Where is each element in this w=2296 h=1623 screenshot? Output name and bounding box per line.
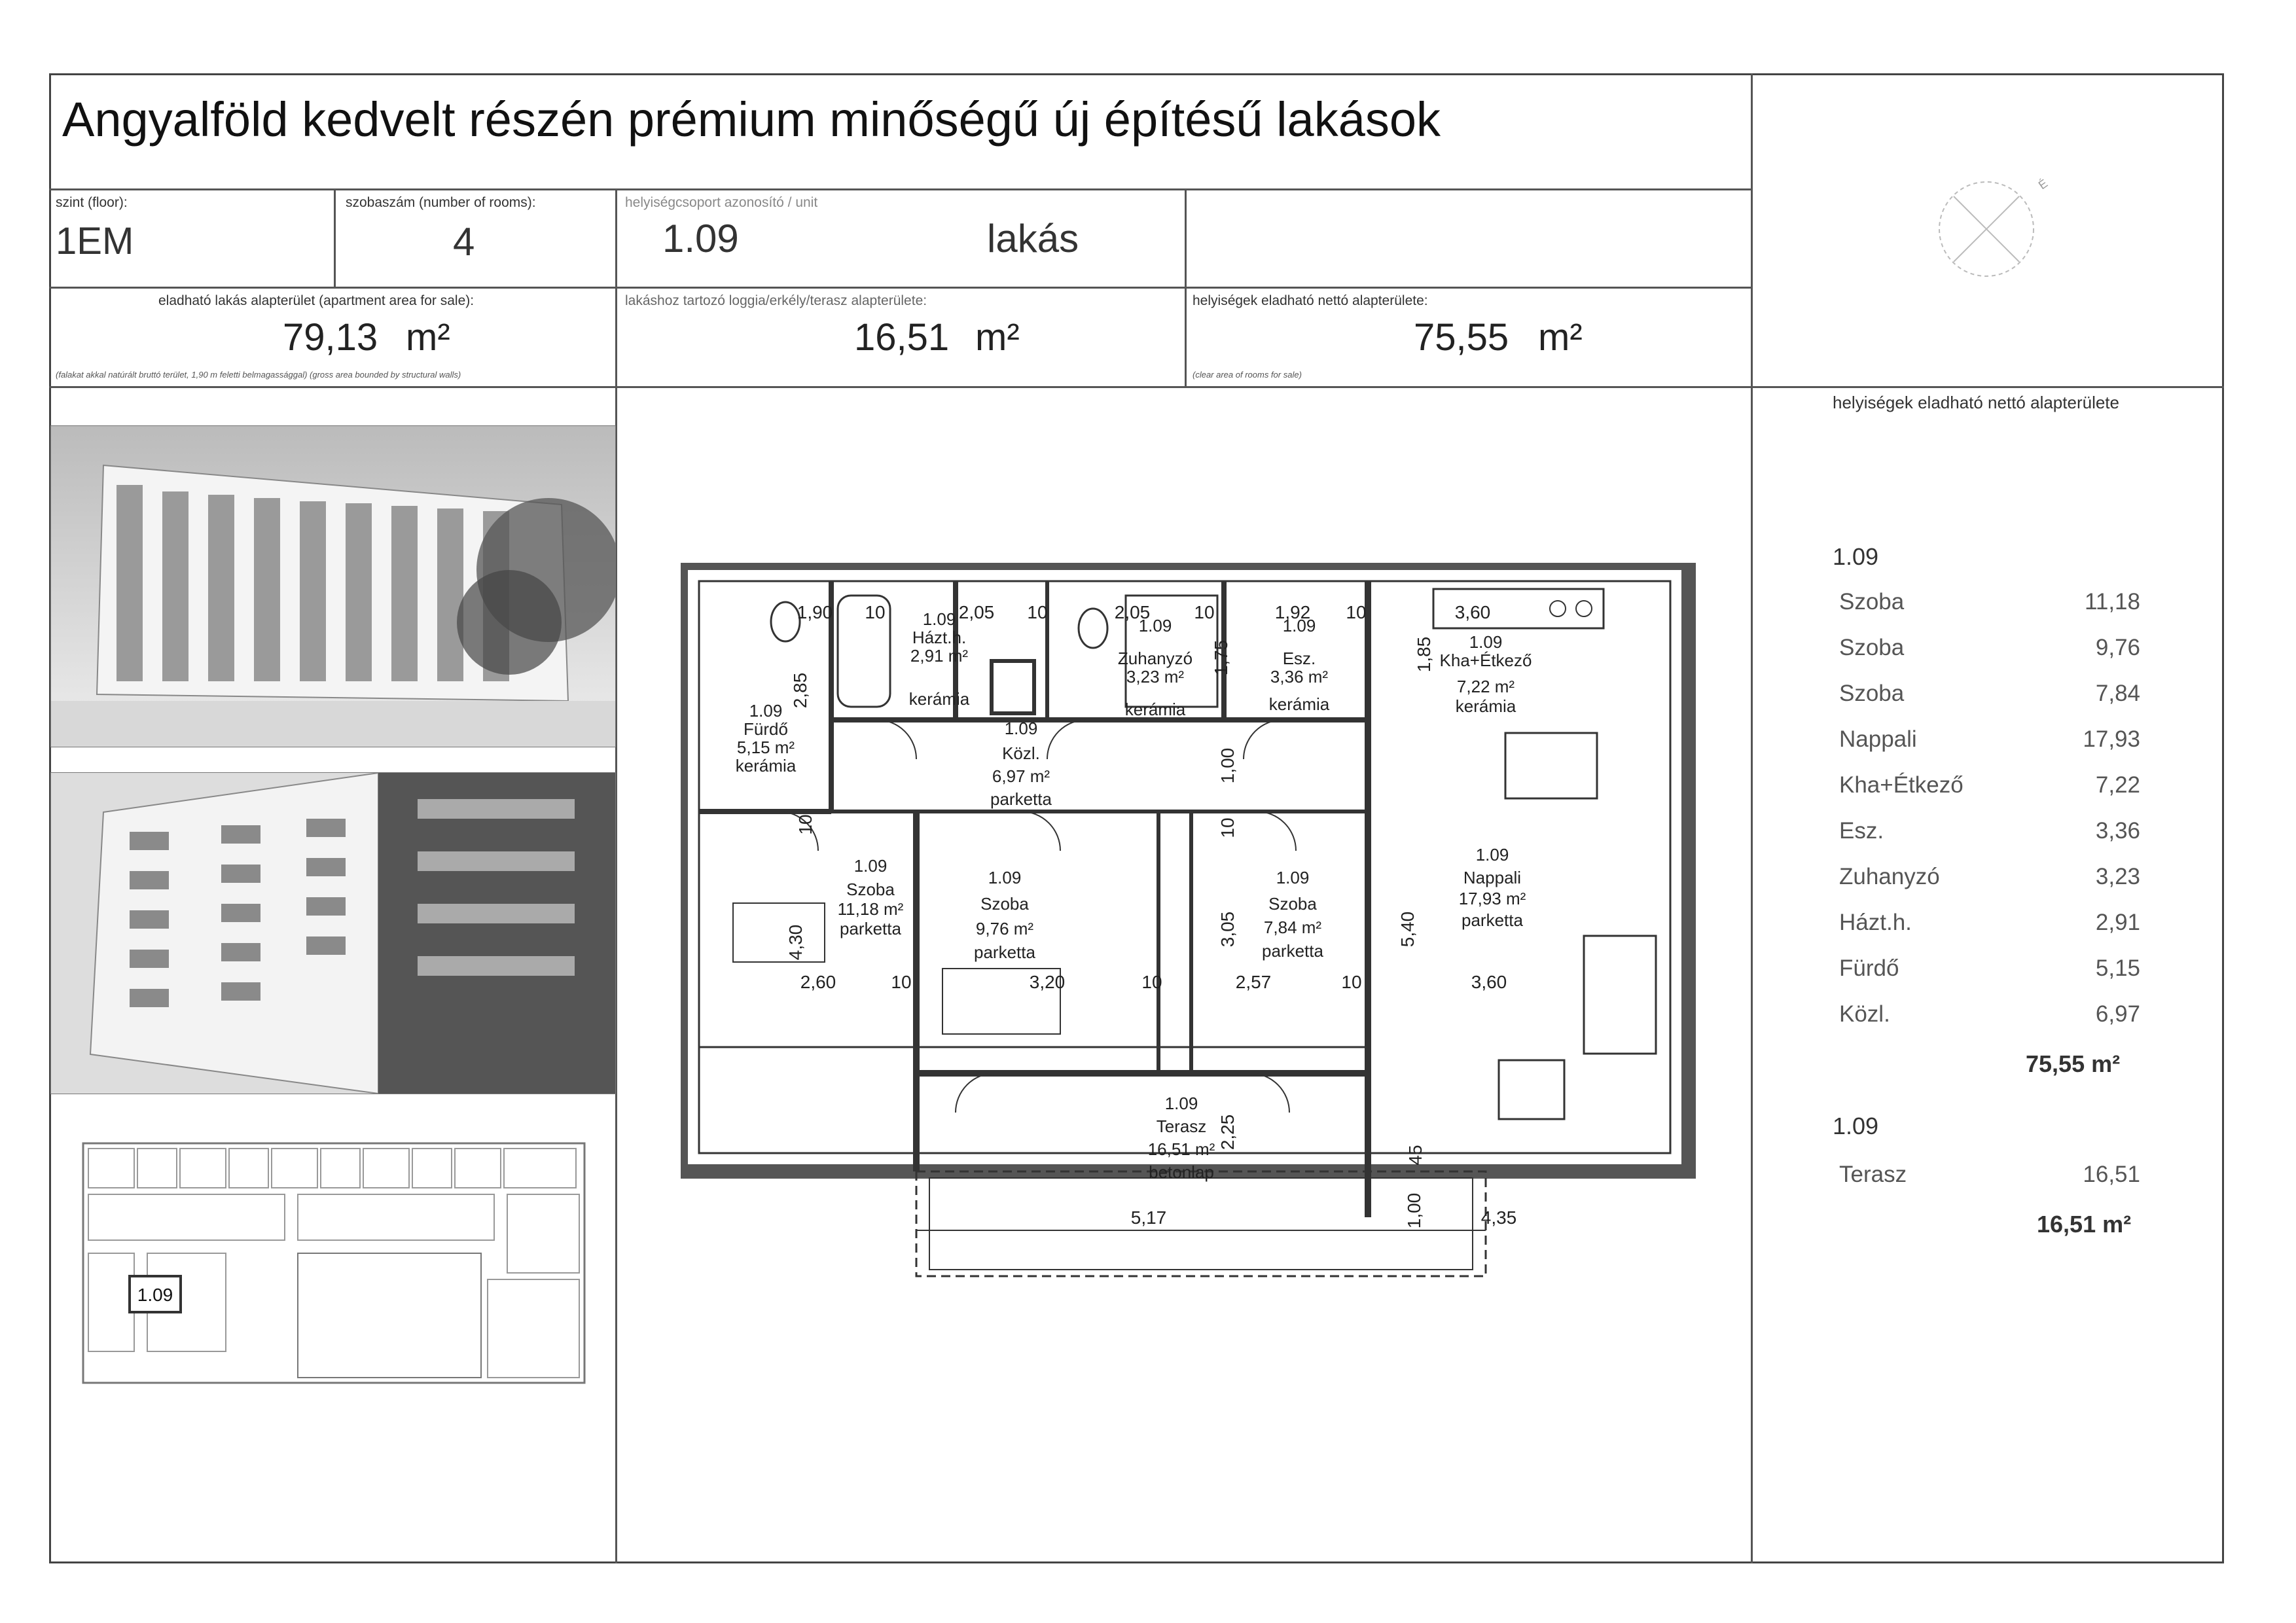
- side-group2-id: 1.09: [1833, 1113, 1879, 1139]
- plan-room-name: Esz.: [1282, 649, 1316, 668]
- area-sale-value: 79,13: [283, 316, 378, 359]
- plan-dim: 2,60: [800, 972, 836, 992]
- plan-dim: 10: [1346, 602, 1367, 622]
- plan-room-area: 3,36 m²: [1270, 667, 1329, 687]
- page-title: Angyalföld kedvelt részén prémium minőségű új építésű lakások: [62, 92, 1441, 147]
- plan-room-name: Szoba: [1268, 894, 1317, 914]
- plan-room-name: Terasz: [1156, 1116, 1207, 1136]
- plan-room-id: 1.09: [1138, 616, 1172, 635]
- list-item: Közl. 6,97: [1839, 1001, 2140, 1027]
- list-item: Fürdő 5,15: [1839, 955, 2140, 981]
- plan-dim: 1,75: [1211, 639, 1231, 676]
- side-group2-total: 16,51 m²: [2037, 1211, 2132, 1238]
- plan-dim: 1,00: [1404, 1192, 1424, 1229]
- plan-dim: 45: [1405, 1145, 1426, 1166]
- loggia-label: lakáshoz tartozó loggia/erkély/terasz alapterülete:: [625, 293, 927, 308]
- plan-room-name: Közl.: [1002, 743, 1040, 763]
- unit-number: 1.09: [662, 217, 739, 260]
- plan-dim: 10: [795, 814, 816, 835]
- plan-room-finish: kerámia: [1268, 694, 1330, 714]
- area-sale-note: (falakat akkal natúrált bruttó terület, 1,90 m feletti belmagassággal) (gross area bounded by structural walls): [56, 370, 461, 380]
- divider-h1: [334, 190, 336, 287]
- plan-dim: 1,00: [1217, 747, 1238, 784]
- plan-dim: 2,85: [790, 672, 810, 709]
- plan-dim: 2,05: [958, 602, 995, 622]
- plan-room-name: Kha+Étkező: [1439, 651, 1532, 670]
- plan-room-finish: kerámia: [908, 689, 970, 709]
- plan-room-id: 1.09: [922, 609, 956, 629]
- unit-type: lakás: [987, 217, 1079, 260]
- list-item: Kha+Étkező 7,22: [1839, 772, 2140, 798]
- plan-dim: 2,05: [1114, 602, 1151, 622]
- net-note: (clear area of rooms for sale): [1193, 370, 1302, 380]
- svg-text:É: É: [2036, 177, 2051, 192]
- loggia-unit: m²: [975, 316, 1020, 359]
- plan-room-finish: kerámia: [1124, 700, 1186, 719]
- plan-room-id: 1.09: [749, 701, 783, 721]
- rooms-value: 4: [453, 220, 475, 264]
- plan-dim: 2,57: [1235, 972, 1272, 992]
- plan-room-area: 3,23 m²: [1126, 667, 1185, 687]
- divider-row2: [49, 386, 2224, 388]
- plan-dim: 10: [1141, 972, 1162, 992]
- plan-room-area: 11,18 m²: [837, 899, 904, 919]
- plan-dim: 3,05: [1217, 911, 1238, 948]
- compass-icon: [1911, 160, 2068, 304]
- plan-dim: 5,40: [1397, 911, 1418, 948]
- plan-room-finish: kerámia: [735, 756, 797, 776]
- plan-dim: 4,30: [785, 924, 806, 961]
- divider-row1: [49, 287, 1751, 289]
- plan-room-id: 1.09: [853, 856, 888, 876]
- plan-room-area: 7,22 m²: [1456, 677, 1515, 696]
- plan-dim: 1,85: [1414, 636, 1434, 673]
- plan-room-id: 1.09: [1469, 632, 1503, 652]
- net-unit: m²: [1538, 316, 1583, 359]
- plan-dim: 5,17: [1130, 1207, 1167, 1228]
- plan-room-area: 2,91 m²: [910, 646, 969, 666]
- side-title: helyiségek eladható nettó alapterülete: [1833, 393, 2119, 412]
- area-sale-unit: m²: [406, 316, 450, 359]
- floor-value: 1EM: [56, 220, 134, 262]
- side-group1-id: 1.09: [1833, 543, 1879, 570]
- plan-dim: 10: [1217, 817, 1238, 838]
- unit-label: helyiségcsoport azonosító / unit: [625, 195, 818, 210]
- area-sale-label: eladható lakás alapterület (apartment area for sale):: [158, 293, 475, 308]
- plan-room-area: 16,51 m²: [1147, 1139, 1215, 1159]
- plan-dim: 1,92: [1274, 602, 1311, 622]
- plan-room-id: 1.09: [1164, 1094, 1198, 1113]
- divider-title: [49, 188, 1751, 190]
- side-group1-total: 75,55 m²: [2026, 1050, 2121, 1077]
- list-item: Házt.h. 2,91: [1839, 910, 2140, 935]
- plan-room-finish: parketta: [840, 919, 901, 938]
- plan-room-name: Zuhanyzó: [1117, 649, 1193, 668]
- plan-room-finish: parketta: [990, 789, 1052, 809]
- plan-room-area: 6,97 m²: [992, 766, 1050, 786]
- plan-room-finish: parketta: [974, 942, 1035, 962]
- plan-dim: 2,25: [1217, 1114, 1238, 1150]
- plan-room-area: 7,84 m²: [1263, 918, 1322, 937]
- plan-dim: 10: [865, 602, 886, 622]
- plan-dim: 3,60: [1471, 972, 1507, 992]
- loggia-value: 16,51: [854, 316, 950, 359]
- plan-room-area: 9,76 m²: [975, 919, 1034, 938]
- courtyard-render-photo: [50, 772, 616, 1094]
- plan-room-area: 17,93 m²: [1458, 889, 1526, 908]
- plan-room-name: Nappali: [1463, 868, 1522, 887]
- divider-main: [1751, 73, 1753, 1563]
- plan-dim: 10: [1027, 602, 1048, 622]
- plan-dim: 10: [891, 972, 912, 992]
- list-item: Szoba 11,18: [1839, 589, 2140, 615]
- plan-dim: 4,35: [1480, 1207, 1517, 1228]
- plan-room-finish: betonlap: [1149, 1162, 1214, 1182]
- key-plan: [82, 1142, 586, 1384]
- net-label: helyiségek eladható nettó alapterülete:: [1193, 293, 1428, 308]
- plan-room-finish: kerámia: [1455, 696, 1516, 716]
- floor-plan: [681, 563, 1702, 1296]
- plan-room-area: 5,15 m²: [736, 738, 795, 757]
- plan-room-id: 1.09: [988, 868, 1022, 887]
- list-item: Terasz 16,51: [1839, 1162, 2140, 1187]
- keyplan-unit-label: 1.09: [137, 1285, 173, 1305]
- plan-room-id: 1.09: [1004, 719, 1038, 738]
- floor-label: szint (floor):: [56, 195, 128, 210]
- net-value: 75,55: [1414, 316, 1509, 359]
- plan-room-name: Fürdő: [744, 719, 788, 739]
- plan-room-id: 1.09: [1282, 616, 1316, 635]
- plan-dim: 3,20: [1029, 972, 1066, 992]
- plan-dim: 1,90: [797, 602, 833, 622]
- plan-room-name: Szoba: [980, 894, 1029, 914]
- plan-room-finish: parketta: [1262, 941, 1323, 961]
- rooms-label: szobaszám (number of rooms):: [346, 195, 536, 210]
- list-item: Szoba 7,84: [1839, 681, 2140, 706]
- plan-dim: 10: [1341, 972, 1362, 992]
- plan-dim: 10: [1194, 602, 1215, 622]
- list-item: Szoba 9,76: [1839, 635, 2140, 660]
- plan-room-finish: parketta: [1462, 910, 1523, 930]
- plan-room-id: 1.09: [1475, 845, 1509, 865]
- plan-room-id: 1.09: [1276, 868, 1310, 887]
- list-item: Zuhanyzó 3,23: [1839, 864, 2140, 889]
- plan-room-name: Házt.h.: [912, 628, 967, 647]
- plan-dim: 3,60: [1454, 602, 1491, 622]
- building-render-photo: [50, 425, 616, 747]
- list-item: Esz. 3,36: [1839, 818, 2140, 844]
- plan-room-name: Szoba: [846, 880, 895, 899]
- list-item: Nappali 17,93: [1839, 726, 2140, 752]
